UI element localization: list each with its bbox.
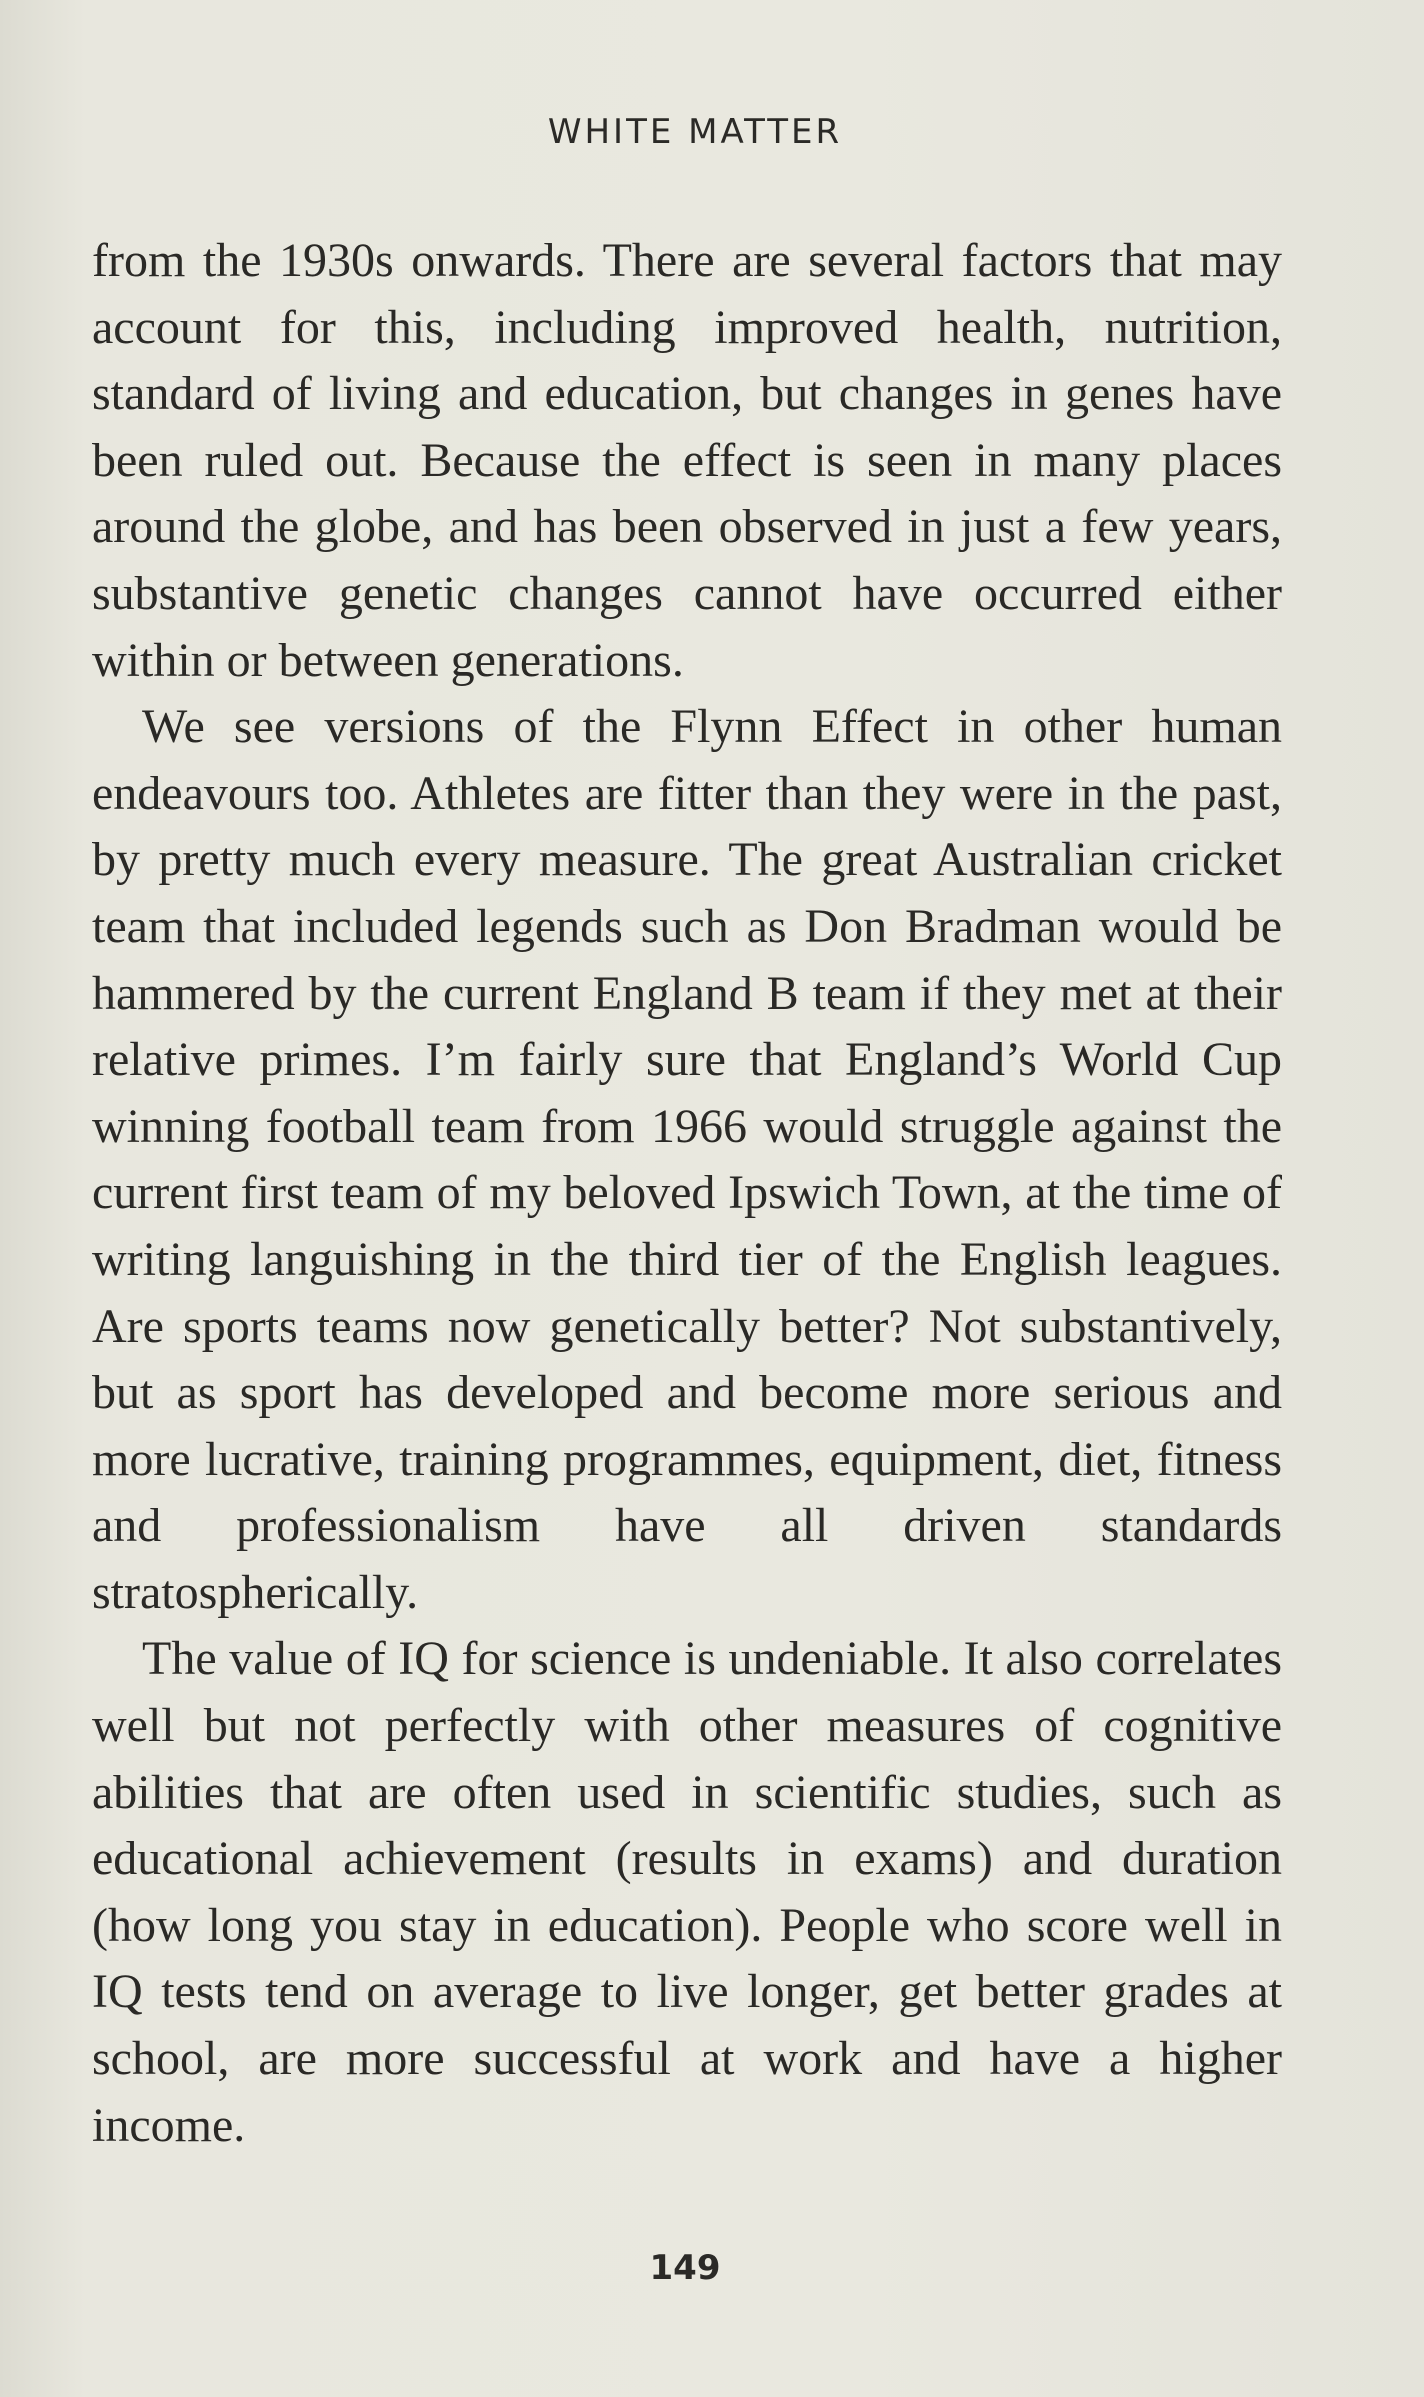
page-number: 149 bbox=[649, 2248, 721, 2288]
paragraph-2: We see versions of the Flynn Effect in other human endeavours too. Athletes are fitter than they were in the past, by pretty much every measure. The great Australian cricket team that included legends such as Don Bradman would be hammered by the current England B team if they met at their relative primes. I’m fairly sure that England’s World Cup winning football team from 1966 would struggle against the current first team of my beloved Ipswich Town, at the time of writing languishing in the third tier of the English leagues. Are sports teams now genetically better? Not substantively, but as sport has developed and become more serious and more lucrative, training programmes, equipment, diet, fitness and professionalism have all driven standards stratospherically. bbox=[92, 700, 1282, 1619]
running-head: WHITE MATTER bbox=[547, 112, 843, 152]
paragraph-1: from the 1930s onwards. There are several factors that may account for this, including improved health, nutrition, standard of living and education, but changes in genes have been ruled out. Because the effect is seen in many places around the globe, and has been observed in just a few years, substantive genetic changes cannot have occurred either within or between generations. bbox=[92, 234, 1282, 687]
body-text bbox=[92, 228, 1282, 2159]
paragraph-3: The value of IQ for science is undeniable. It also correlates well but not perfectly with other measures of cognitive abilities that are often used in scientific studies, such as educational achievement (results in exams) and duration (how long you stay in education). People who score well in IQ tests tend on average to live longer, get better grades at school, are more successful at work and have a higher income. bbox=[92, 1632, 1282, 2152]
